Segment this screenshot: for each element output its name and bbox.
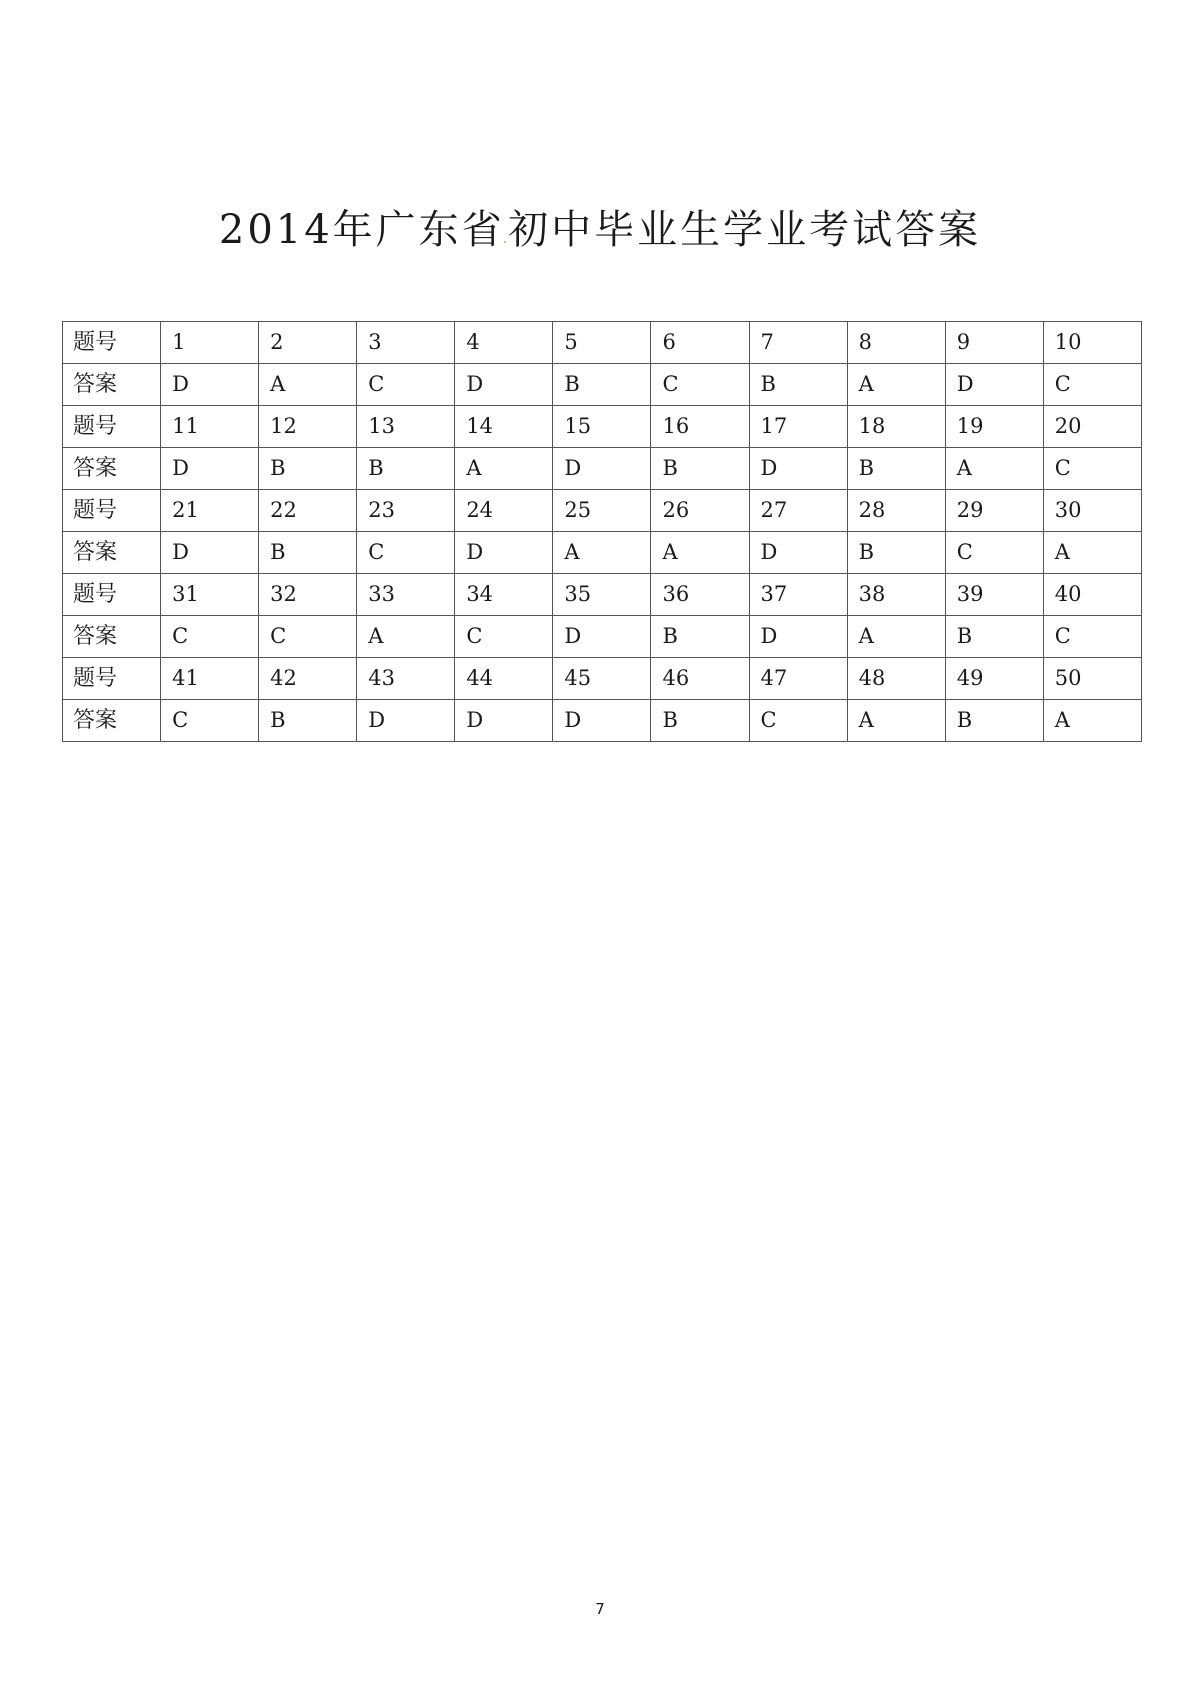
answer-letter-cell: C [161, 700, 259, 742]
question-number-cell: 14 [455, 406, 553, 448]
question-number-cell: 12 [259, 406, 357, 448]
question-number-cell: 15 [553, 406, 651, 448]
question-number-cell: 27 [749, 490, 847, 532]
question-number-cell: 22 [259, 490, 357, 532]
answer-table-body [63, 322, 1142, 742]
answer-letter-cell: D [553, 700, 651, 742]
answer-letter-cell: C [749, 700, 847, 742]
answer-row [63, 532, 1142, 574]
answer-letter-cell: A [847, 364, 945, 406]
question-number-cell: 46 [651, 658, 749, 700]
question-row-header: 题号 [63, 490, 161, 532]
question-number-cell: 18 [847, 406, 945, 448]
question-number-cell: 23 [357, 490, 455, 532]
question-number-cell: 30 [1043, 490, 1141, 532]
question-number-cell: 28 [847, 490, 945, 532]
answer-letter-cell: B [945, 700, 1043, 742]
question-number-cell: 21 [161, 490, 259, 532]
question-number-cell: 45 [553, 658, 651, 700]
question-number-cell: 9 [945, 322, 1043, 364]
answer-letter-cell: D [161, 448, 259, 490]
answer-letter-cell: B [259, 532, 357, 574]
page-title [0, 200, 1200, 269]
question-number-row [63, 406, 1142, 448]
question-number-cell: 37 [749, 574, 847, 616]
answer-letter-cell: D [161, 532, 259, 574]
question-number-cell: 11 [161, 406, 259, 448]
answer-letter-cell: A [945, 448, 1043, 490]
answer-letter-cell: C [1043, 364, 1141, 406]
answer-letter-cell: C [357, 532, 455, 574]
answer-letter-cell: B [651, 616, 749, 658]
answer-letter-cell: D [553, 448, 651, 490]
answer-letter-cell: D [553, 616, 651, 658]
question-number-cell: 33 [357, 574, 455, 616]
question-number-cell: 36 [651, 574, 749, 616]
question-number-cell: 6 [651, 322, 749, 364]
answer-letter-cell: A [1043, 700, 1141, 742]
answer-row-header: 答案 [63, 616, 161, 658]
answer-letter-cell: A [259, 364, 357, 406]
answer-letter-cell: D [455, 700, 553, 742]
answer-letter-cell: A [455, 448, 553, 490]
answer-letter-cell: C [1043, 448, 1141, 490]
question-number-cell: 16 [651, 406, 749, 448]
answer-letter-cell: C [1043, 616, 1141, 658]
answer-letter-cell: B [945, 616, 1043, 658]
answer-letter-cell: D [455, 364, 553, 406]
question-number-row [63, 574, 1142, 616]
question-row-header: 题号 [63, 322, 161, 364]
answer-letter-cell: B [847, 448, 945, 490]
answer-letter-cell: A [1043, 532, 1141, 574]
answer-letter-cell: A [847, 616, 945, 658]
title-dot-mark: . [502, 231, 511, 247]
title-text-part1: 2014年广东省 [218, 207, 505, 253]
answer-letter-cell: D [749, 532, 847, 574]
question-number-cell: 5 [553, 322, 651, 364]
answer-letter-cell: D [945, 364, 1043, 406]
question-number-cell: 26 [651, 490, 749, 532]
answer-row [63, 700, 1142, 742]
question-number-cell: 38 [847, 574, 945, 616]
answer-letter-cell: A [357, 616, 455, 658]
question-number-cell: 44 [455, 658, 553, 700]
question-number-cell: 32 [259, 574, 357, 616]
question-row-header: 题号 [63, 658, 161, 700]
question-number-cell: 2 [259, 322, 357, 364]
answer-letter-cell: A [553, 532, 651, 574]
question-number-cell: 31 [161, 574, 259, 616]
question-number-cell: 43 [357, 658, 455, 700]
answer-letter-cell: B [651, 700, 749, 742]
answer-letter-cell: B [847, 532, 945, 574]
answer-letter-cell: B [259, 700, 357, 742]
question-number-cell: 47 [749, 658, 847, 700]
answer-letter-cell: A [847, 700, 945, 742]
question-number-cell: 3 [357, 322, 455, 364]
question-number-cell: 42 [259, 658, 357, 700]
answer-letter-cell: C [455, 616, 553, 658]
answer-letter-cell: B [651, 448, 749, 490]
question-number-cell: 34 [455, 574, 553, 616]
question-number-cell: 10 [1043, 322, 1141, 364]
answer-letter-cell: C [651, 364, 749, 406]
question-number-cell: 4 [455, 322, 553, 364]
answer-row-header: 答案 [63, 364, 161, 406]
answer-letter-cell: C [161, 616, 259, 658]
question-number-row [63, 658, 1142, 700]
answer-row [63, 364, 1142, 406]
answer-letter-cell: D [749, 616, 847, 658]
answer-row [63, 616, 1142, 658]
question-row-header: 题号 [63, 574, 161, 616]
question-number-cell: 48 [847, 658, 945, 700]
question-number-cell: 39 [945, 574, 1043, 616]
answer-letter-cell: B [553, 364, 651, 406]
answer-letter-cell: C [357, 364, 455, 406]
answer-letter-cell: C [259, 616, 357, 658]
question-number-row [63, 490, 1142, 532]
question-number-cell: 19 [945, 406, 1043, 448]
answer-letter-cell: C [945, 532, 1043, 574]
question-number-cell: 8 [847, 322, 945, 364]
answer-letter-cell: D [161, 364, 259, 406]
page-number: 7 [595, 1600, 605, 1618]
question-row-header: 题号 [63, 406, 161, 448]
answer-row-header: 答案 [63, 532, 161, 574]
answer-letter-cell: D [455, 532, 553, 574]
question-number-cell: 29 [945, 490, 1043, 532]
title-text-part2: 初中毕业生学业考试答案 [508, 207, 982, 253]
answer-row [63, 448, 1142, 490]
answer-letter-cell: B [259, 448, 357, 490]
answer-letter-cell: B [749, 364, 847, 406]
question-number-cell: 7 [749, 322, 847, 364]
answer-table [62, 321, 1142, 742]
question-number-cell: 17 [749, 406, 847, 448]
question-number-cell: 24 [455, 490, 553, 532]
question-number-cell: 50 [1043, 658, 1141, 700]
question-number-cell: 35 [553, 574, 651, 616]
question-number-cell: 41 [161, 658, 259, 700]
question-number-cell: 40 [1043, 574, 1141, 616]
answer-letter-cell: D [357, 700, 455, 742]
question-number-cell: 1 [161, 322, 259, 364]
question-number-cell: 20 [1043, 406, 1141, 448]
answer-letter-cell: D [749, 448, 847, 490]
question-number-cell: 13 [357, 406, 455, 448]
answer-row-header: 答案 [63, 448, 161, 490]
answer-letter-cell: B [357, 448, 455, 490]
question-number-cell: 49 [945, 658, 1043, 700]
question-number-cell: 25 [553, 490, 651, 532]
answer-row-header: 答案 [63, 700, 161, 742]
question-number-row [63, 322, 1142, 364]
answer-letter-cell: A [651, 532, 749, 574]
